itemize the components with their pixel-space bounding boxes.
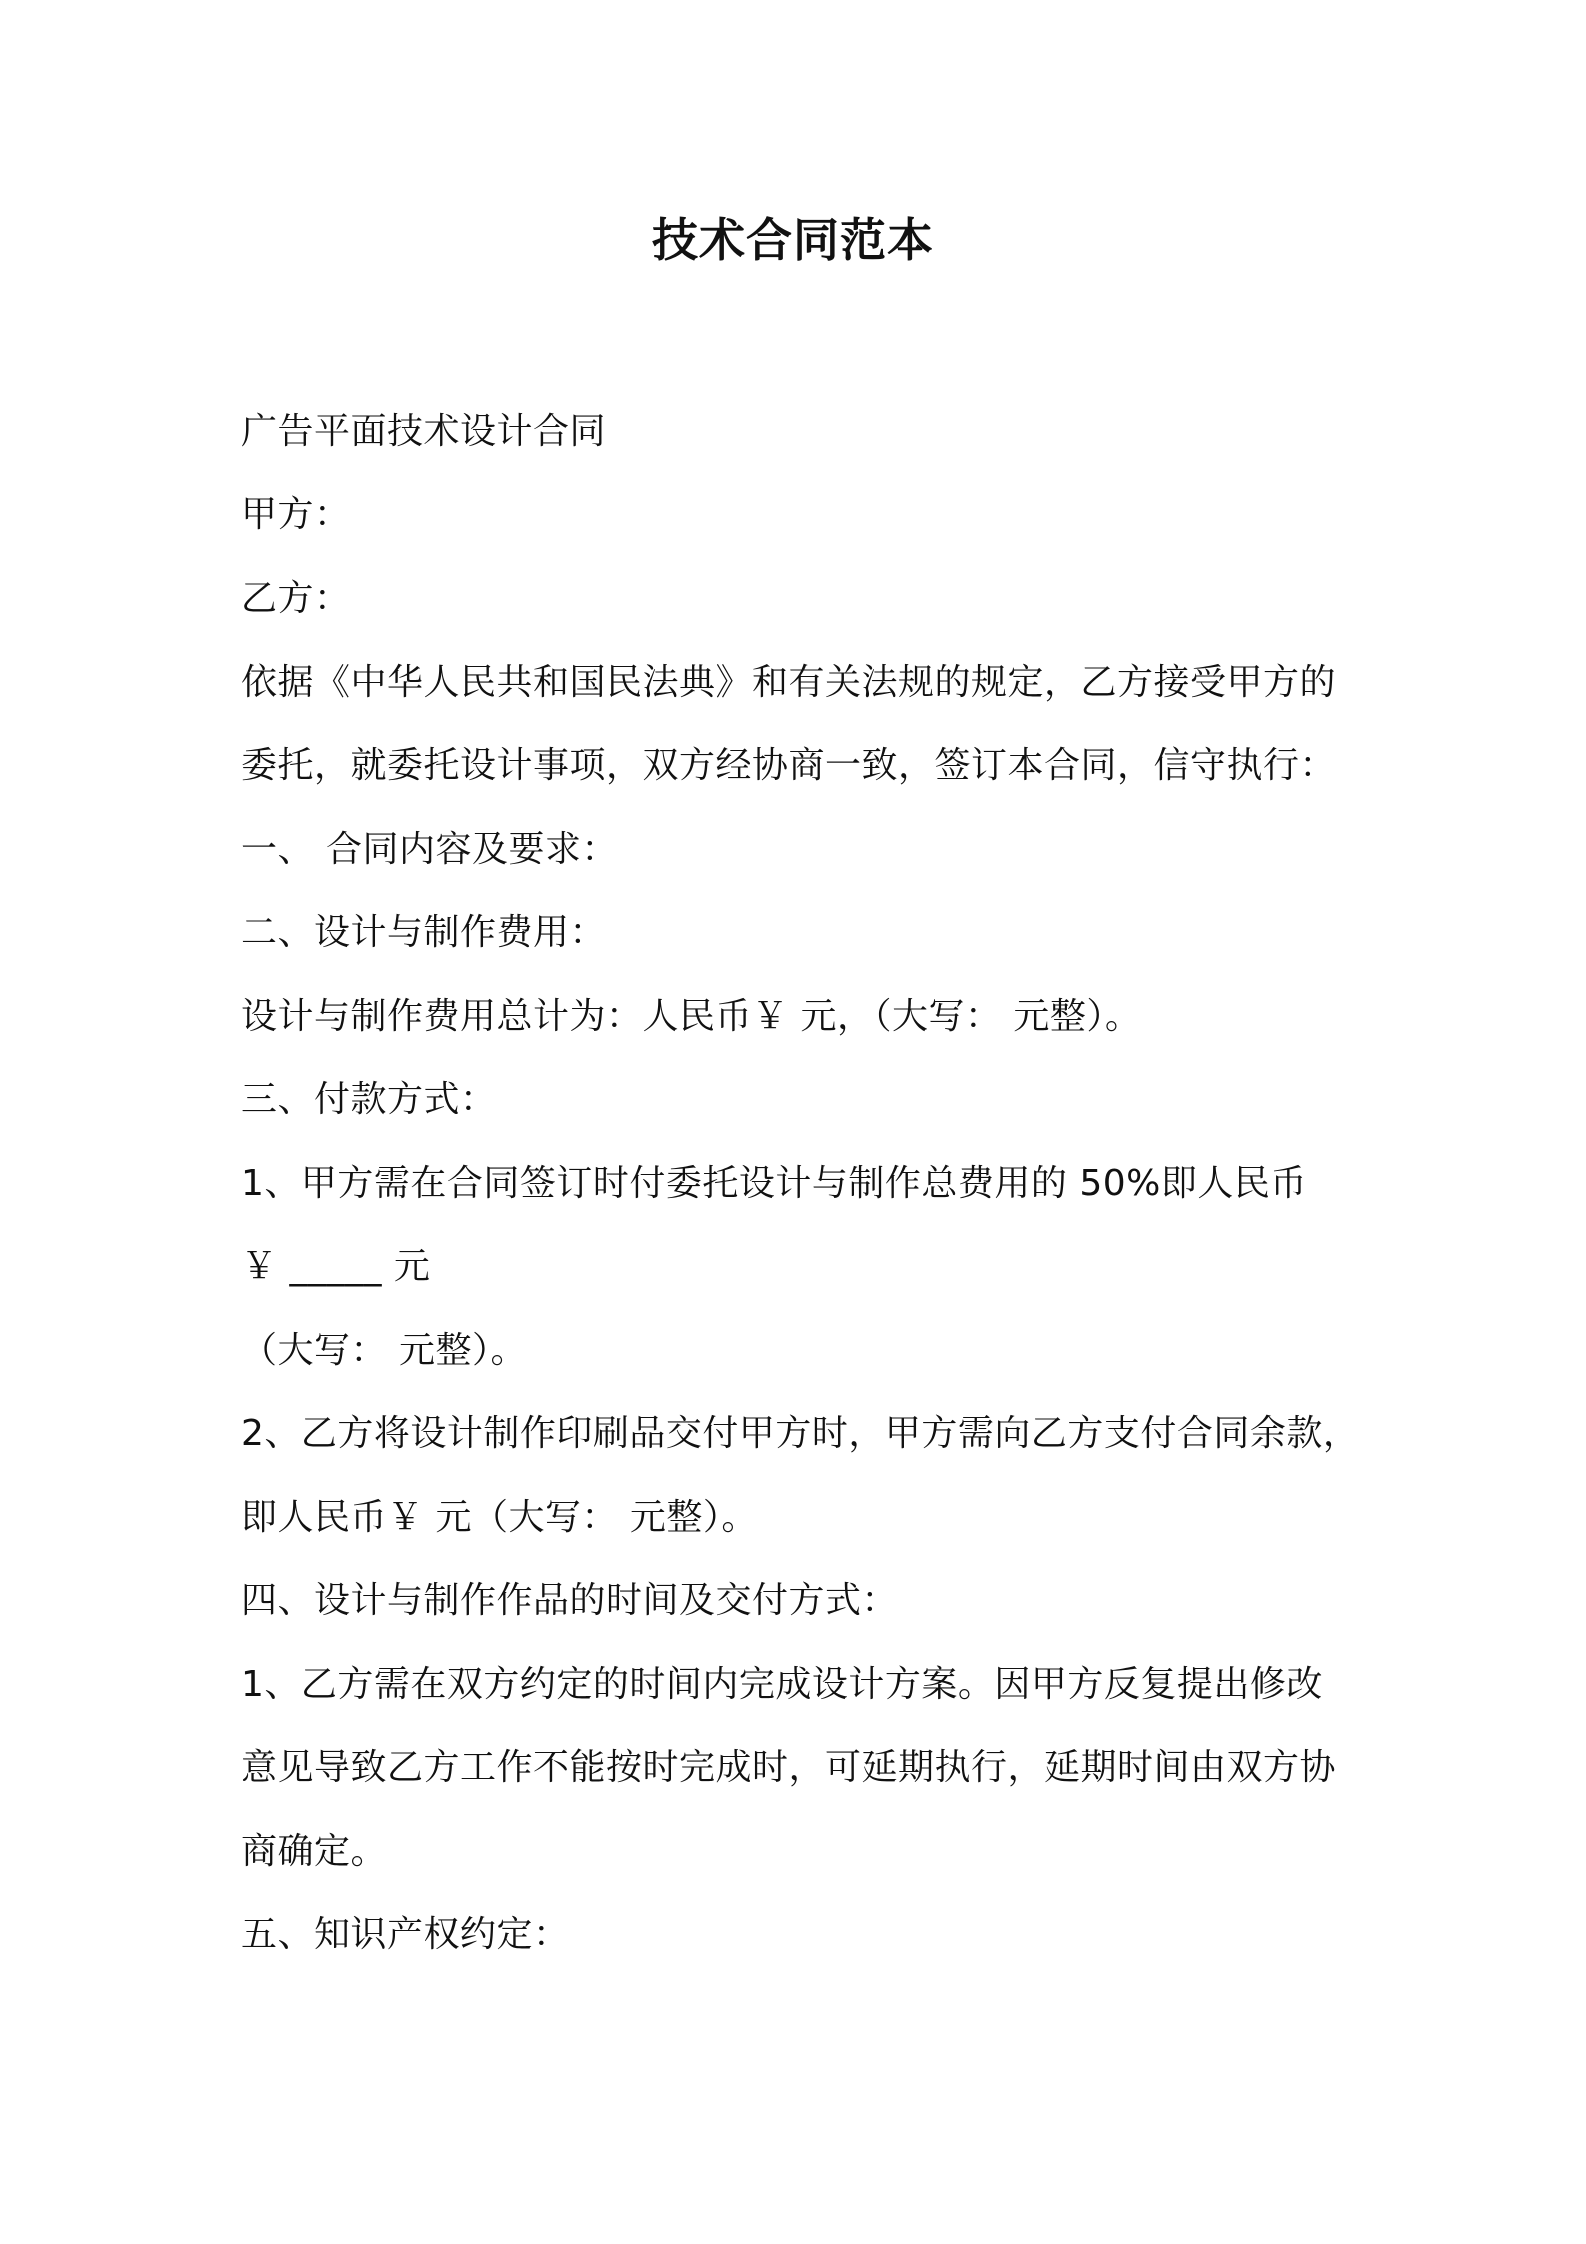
fee-total-line: 设计与制作费用总计为：人民币￥ 元，（大写： 元整）。 [241,996,1142,1037]
payment-2-line-2: 即人民币￥ 元（大写： 元整）。 [241,1497,758,1538]
section-4-heading: 四、设计与制作作品的时间及交付方式： [241,1580,899,1621]
delivery-1-line-2: 意见导致乙方工作不能按时完成时，可延期执行，延期时间由双方协 [241,1747,1337,1788]
payment-1-line-3: （大写： 元整）。 [241,1330,527,1371]
contract-name: 广告平面技术设计合同 [241,411,607,452]
payment-1-line-2: ￥ _____ 元 [241,1246,431,1287]
preamble-line-2: 委托，就委托设计事项，双方经协商一致，签订本合同，信守执行： [241,745,1337,786]
payment-1-line-1: 1、甲方需在合同签订时付委托设计与制作总费用的 50%即人民币 [241,1163,1307,1204]
payment-2-line-1: 2、乙方将设计制作印刷品交付甲方时，甲方需向乙方支付合同余款， [241,1413,1360,1454]
preamble-line-1: 依据《中华人民共和国民法典》和有关法规的规定，乙方接受甲方的 [241,662,1337,703]
section-3-heading: 三、付款方式： [241,1079,497,1120]
section-5-heading: 五、知识产权约定： [241,1914,570,1955]
delivery-1-line-3: 商确定。 [241,1831,388,1872]
section-2-heading: 二、设计与制作费用： [241,912,607,953]
section-1-heading: 一、 合同内容及要求： [241,829,618,870]
party-a-line: 甲方： [241,494,351,535]
document-title: 技术合同范本 [652,213,934,267]
delivery-1-line-1: 1、乙方需在双方约定的时间内完成设计方案。因甲方反复提出修改 [241,1664,1323,1705]
party-b-line: 乙方： [241,578,351,619]
